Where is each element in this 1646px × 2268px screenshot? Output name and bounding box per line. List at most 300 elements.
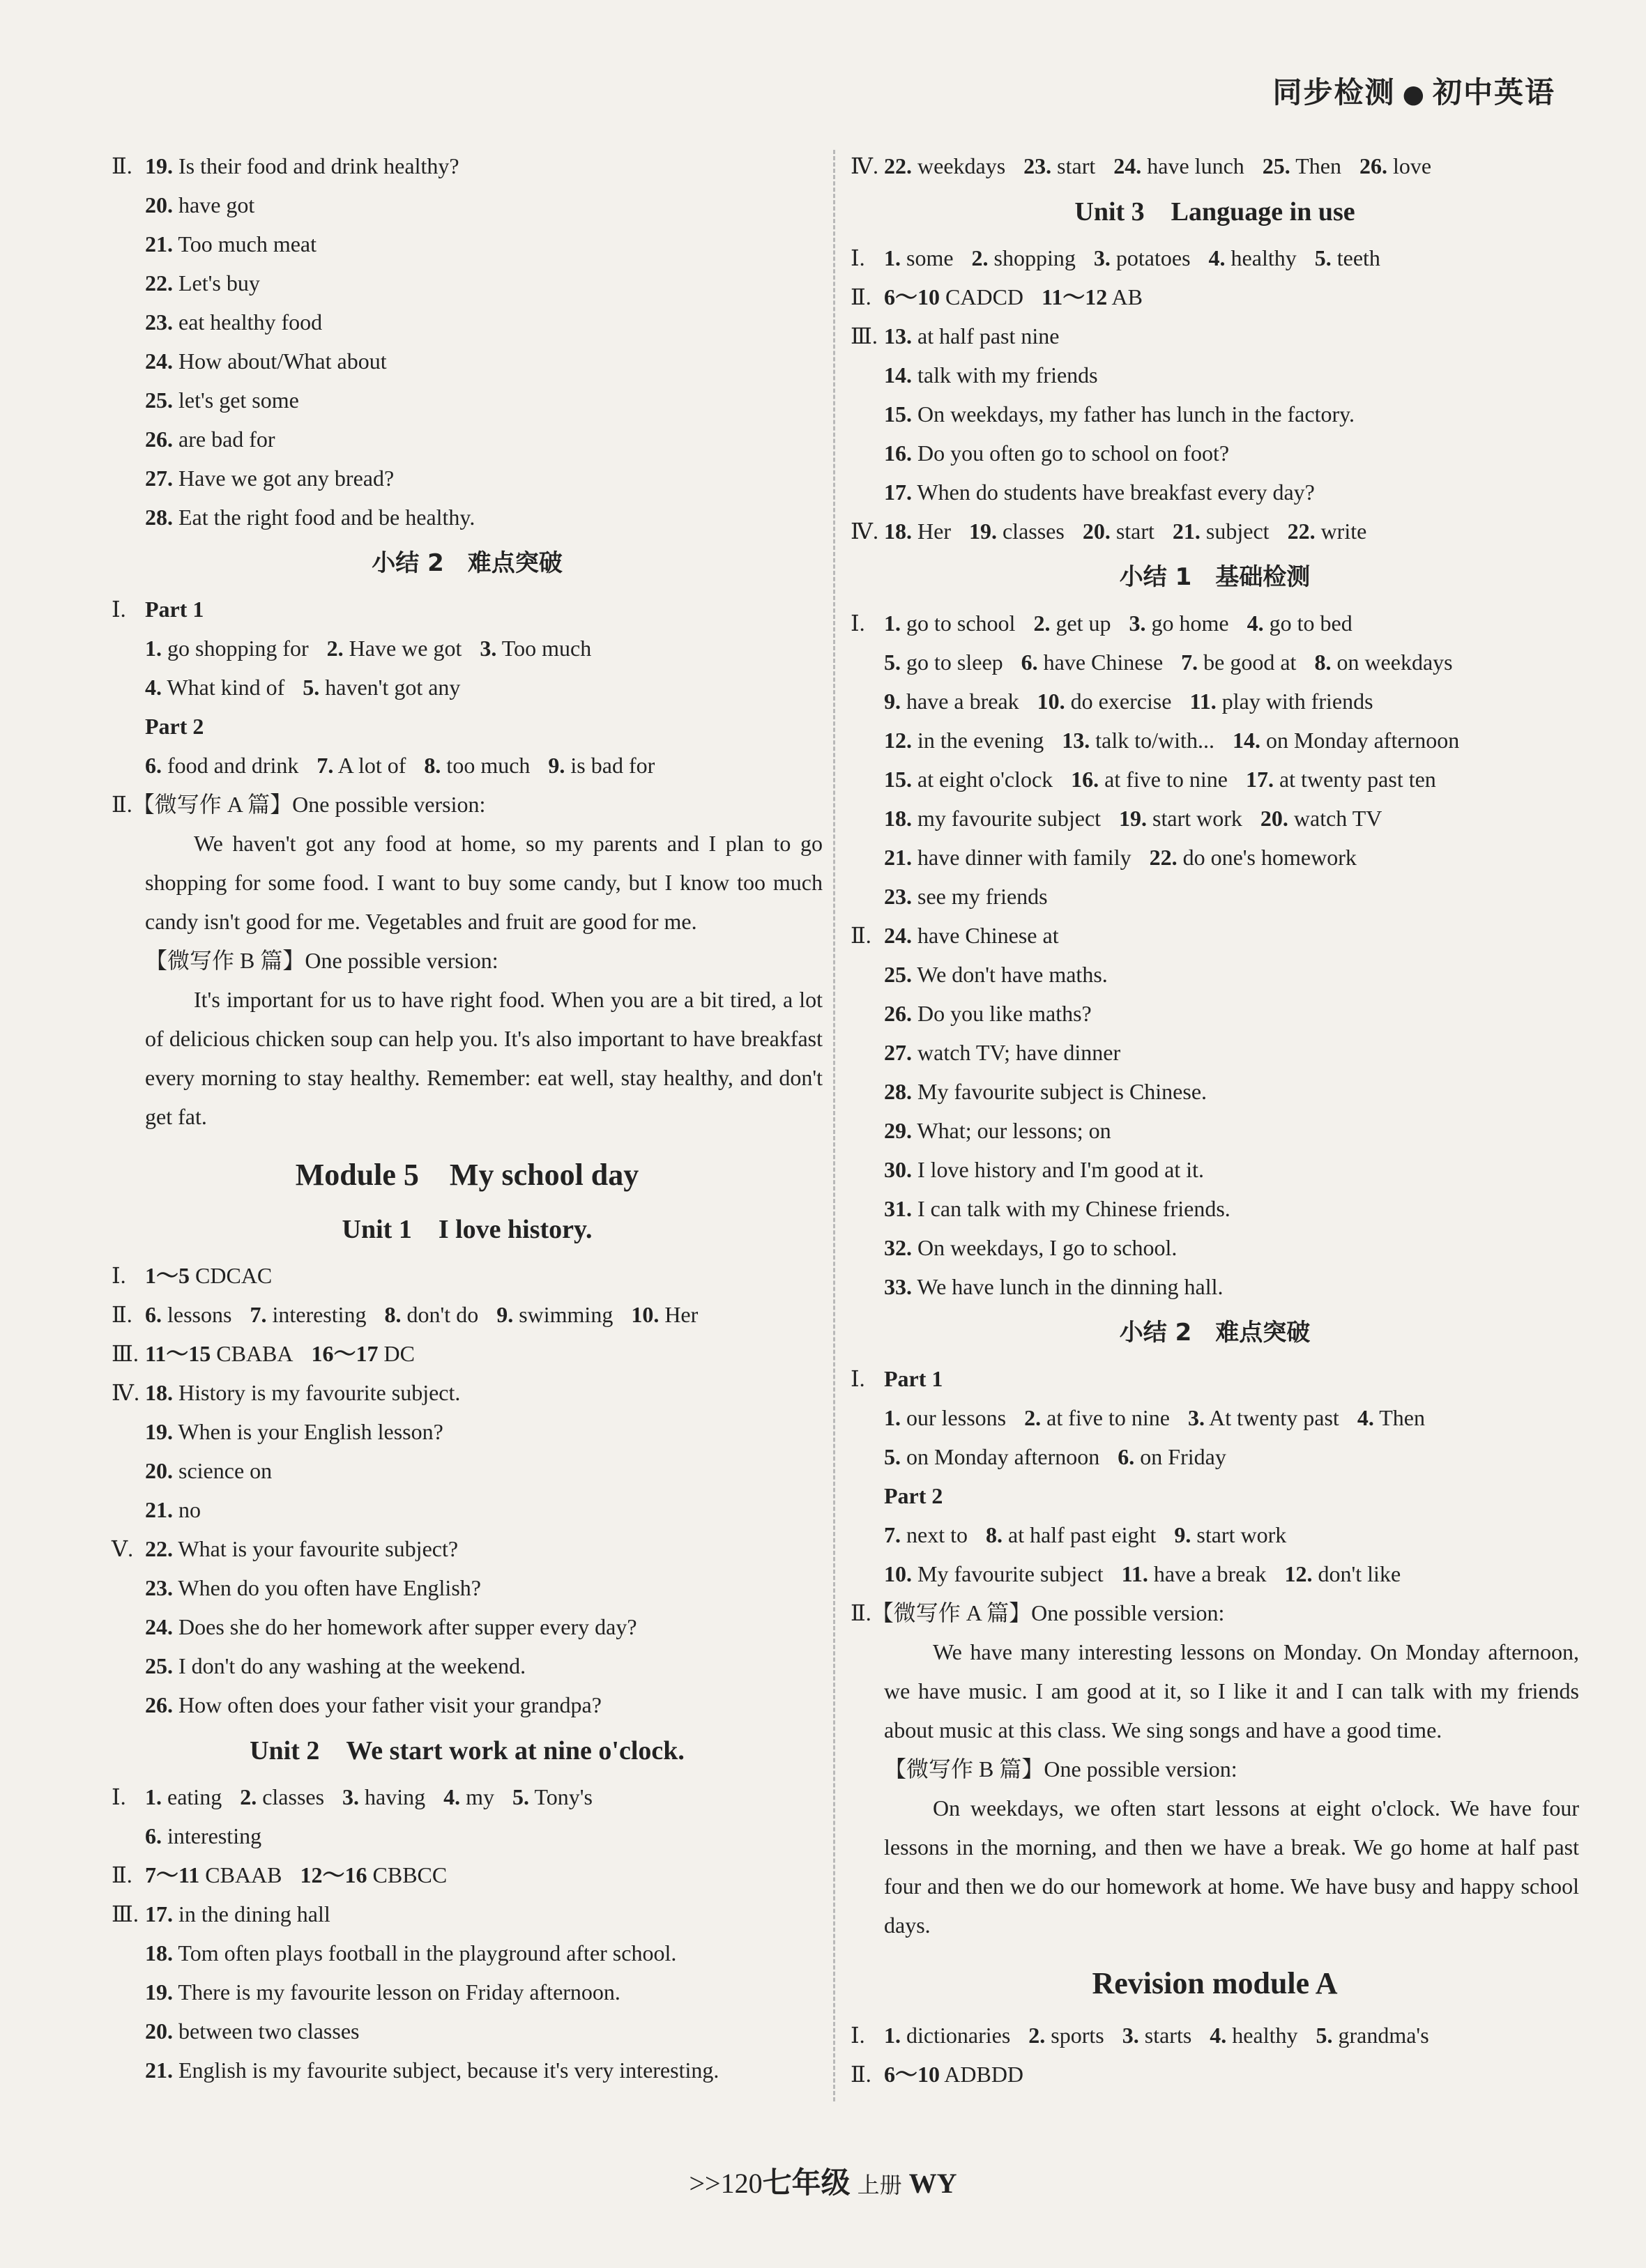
answer-line xyxy=(851,2055,1579,2094)
item-number: 21. xyxy=(145,1497,173,1522)
item-number: 4. xyxy=(1357,1405,1374,1430)
answer-text: teeth xyxy=(1331,245,1380,270)
answer-line xyxy=(851,146,1579,185)
part-label: Part 2 xyxy=(145,714,204,739)
item-number: 8. xyxy=(424,753,441,778)
writing-paragraph: We have many interesting lessons on Monday. On Monday afternoon, we have music. I am good at it, so I like it and I can talk with my friends about music at this class. We sing songs and have a good time. xyxy=(884,1639,1579,1742)
answer-text: start work xyxy=(1191,1522,1287,1547)
answer-text: eating xyxy=(162,1784,222,1809)
answer-text: CDCAC xyxy=(190,1263,273,1288)
answer-line xyxy=(851,721,1579,760)
roman-numeral: Ⅳ. xyxy=(851,519,878,544)
answer-text: have a break xyxy=(1148,1561,1267,1586)
answer-text: on Friday xyxy=(1134,1444,1226,1469)
section-title: 小结 2 难点突破 xyxy=(372,549,563,577)
item-number: 26. xyxy=(884,1001,912,1026)
answer-text: When do you often have English? xyxy=(173,1575,481,1600)
unit-title: Unit 2 We start work at nine o'clock. xyxy=(250,1736,685,1765)
answer-text: love xyxy=(1387,153,1432,178)
answer-line xyxy=(112,381,823,420)
item-number: 15. xyxy=(884,767,912,792)
section-title: 小结 1 基础检测 xyxy=(1119,563,1311,591)
item-number: 6. xyxy=(145,1823,162,1848)
answer-text: go to bed xyxy=(1263,611,1352,636)
item-number: 7. xyxy=(250,1302,267,1327)
item-number: 16. xyxy=(884,440,912,466)
answer-text: at five to nine xyxy=(1041,1405,1170,1430)
answer-text: CBAAB xyxy=(199,1862,282,1887)
item-number: 6～10 xyxy=(884,284,940,309)
answer-text: What; our lessons; on xyxy=(912,1118,1111,1143)
answer-text: interesting xyxy=(266,1302,367,1327)
item-number: 8. xyxy=(384,1302,402,1327)
answer-text: weekdays xyxy=(912,153,1006,178)
answer-line xyxy=(112,668,823,707)
answer-text: start work xyxy=(1147,806,1242,831)
answer-text: sports xyxy=(1045,2023,1104,2048)
answer-text: Tony's xyxy=(529,1784,593,1809)
item-number: 5. xyxy=(1314,245,1332,270)
answer-text: have dinner with family xyxy=(912,845,1131,870)
answer-text: On weekdays, I go to school. xyxy=(912,1235,1178,1260)
answer-text: English is my favourite subject, because it's very interesting. xyxy=(173,2058,719,2083)
answer-line xyxy=(851,799,1579,838)
answer-line xyxy=(851,1437,1579,1476)
roman-numeral: Ⅴ. xyxy=(112,1536,134,1561)
answer-text: potatoes xyxy=(1110,245,1191,270)
answer-text: healthy xyxy=(1226,2023,1298,2048)
answer-line xyxy=(112,1490,823,1529)
answer-text: have Chinese at xyxy=(912,923,1059,948)
item-number: 18. xyxy=(884,806,912,831)
answer-line xyxy=(851,355,1579,394)
answer-line xyxy=(851,434,1579,473)
header-subject: 初中英语 xyxy=(1432,75,1555,109)
answer-text: don't like xyxy=(1312,1561,1401,1586)
item-number: 4. xyxy=(145,675,162,700)
item-number: 6～10 xyxy=(884,2062,940,2087)
answer-text: DC xyxy=(378,1341,415,1366)
answer-line xyxy=(112,1451,823,1490)
answer-text: swimming xyxy=(513,1302,614,1327)
writing-label: Ⅱ.【微写作 A 篇】One possible version: xyxy=(112,792,486,817)
answer-text: CBBCC xyxy=(367,1862,448,1887)
answer-text: classes xyxy=(257,1784,325,1809)
roman-numeral: Ⅲ. xyxy=(851,323,878,348)
answer-text: Her xyxy=(659,1302,699,1327)
item-number: 25. xyxy=(884,962,912,987)
answer-block xyxy=(112,146,823,537)
item-number: 20. xyxy=(1082,519,1111,544)
item-number: 19. xyxy=(968,519,997,544)
item-number: 15. xyxy=(884,401,912,427)
answer-text: I can talk with my Chinese friends. xyxy=(912,1196,1230,1221)
answer-text: next to xyxy=(901,1522,968,1547)
item-number: 31. xyxy=(884,1196,912,1221)
item-number: 30. xyxy=(884,1157,912,1182)
header-brand xyxy=(1273,70,1555,112)
writing-paragraph: On weekdays, we often start lessons at eight o'clock. We have four lessons in the morning, and then we have a break. We go home at half past four and then we do our homework at home. We have busy and happy school days. xyxy=(884,1795,1579,1938)
answer-line xyxy=(851,316,1579,355)
roman-numeral: Ⅳ. xyxy=(112,1380,139,1405)
item-number: 13. xyxy=(884,323,912,348)
answer-line xyxy=(851,1228,1579,1267)
answer-line xyxy=(112,498,823,537)
item-number: 23. xyxy=(884,884,912,909)
answer-line xyxy=(112,420,823,459)
answer-text: are bad for xyxy=(173,427,275,452)
item-number: 1. xyxy=(884,1405,901,1430)
answer-text: do exercise xyxy=(1065,689,1172,714)
item-number: 23. xyxy=(145,1575,173,1600)
answer-text: Have we got xyxy=(343,636,462,661)
answer-line xyxy=(851,1072,1579,1111)
answer-line xyxy=(112,302,823,342)
answer-line xyxy=(851,1033,1579,1072)
answer-text: At twenty past xyxy=(1204,1405,1339,1430)
item-number: 10. xyxy=(1037,689,1065,714)
answer-line xyxy=(112,2051,823,2090)
item-number: 3. xyxy=(1129,611,1146,636)
item-number: 4. xyxy=(1210,2023,1227,2048)
roman-numeral: Ⅱ. xyxy=(112,1302,132,1327)
item-number: 6. xyxy=(145,753,162,778)
item-number: 29. xyxy=(884,1118,912,1143)
answer-line xyxy=(112,224,823,263)
answer-text: CBABA xyxy=(211,1341,294,1366)
roman-numeral: Ⅱ. xyxy=(112,153,132,178)
answer-text: When is your English lesson? xyxy=(173,1419,443,1444)
answer-text: see my friends xyxy=(912,884,1048,909)
roman-numeral: Ⅱ. xyxy=(851,923,871,948)
answer-text: eat healthy food xyxy=(173,309,323,335)
roman-numeral: Ⅱ. xyxy=(851,2062,871,2087)
answer-text: don't do xyxy=(401,1302,479,1327)
item-number: 1. xyxy=(145,1784,162,1809)
item-number: 9. xyxy=(496,1302,514,1327)
answer-text: lessons xyxy=(162,1302,232,1327)
page-footer xyxy=(0,2160,1646,2202)
answer-text: When do students have breakfast every day? xyxy=(912,480,1315,505)
answer-text: go to sleep xyxy=(901,650,1003,675)
section-title: 小结 2 难点突破 xyxy=(1119,1319,1311,1347)
answer-block xyxy=(112,1529,823,1724)
unit-title: Unit 3 Language in use xyxy=(1074,197,1355,227)
item-number: 21. xyxy=(145,2058,173,2083)
bulb-icon: ● xyxy=(1402,80,1426,109)
item-number: 9. xyxy=(1174,1522,1191,1547)
roman-numeral: Ⅰ. xyxy=(851,611,865,636)
answer-text: in the dining hall xyxy=(173,1901,330,1926)
item-number: 10. xyxy=(631,1302,660,1327)
answer-text: Too much meat xyxy=(173,231,317,256)
answer-text: at half past nine xyxy=(912,323,1060,348)
answer-line xyxy=(112,1816,823,1855)
roman-numeral: Ⅰ. xyxy=(851,2023,865,2048)
item-number: 28. xyxy=(884,1079,912,1104)
module-title: Module 5 My school day xyxy=(295,1158,639,1192)
item-number: 6. xyxy=(1118,1444,1135,1469)
answer-text: no xyxy=(173,1497,201,1522)
item-number: 23. xyxy=(145,309,173,335)
answer-text: interesting xyxy=(162,1823,262,1848)
answer-line xyxy=(112,1933,823,1972)
answer-text: healthy xyxy=(1225,245,1297,270)
answer-line xyxy=(112,1646,823,1685)
answer-text: on Monday afternoon xyxy=(901,1444,1100,1469)
answer-text: at five to nine xyxy=(1099,767,1228,792)
answer-text: watch TV; have dinner xyxy=(912,1040,1121,1065)
item-number: 17. xyxy=(884,480,912,505)
item-number: 5. xyxy=(884,1444,901,1469)
item-number: 1. xyxy=(884,245,901,270)
answer-text: start xyxy=(1110,519,1155,544)
roman-numeral: Ⅰ. xyxy=(112,1784,126,1809)
item-number: 10. xyxy=(884,1561,912,1586)
right-column xyxy=(851,146,1579,2094)
item-number: 24. xyxy=(145,348,173,374)
item-number: 7. xyxy=(884,1522,901,1547)
answer-text: AB xyxy=(1107,284,1143,309)
answer-block xyxy=(112,1894,823,2090)
answer-text: ADBDD xyxy=(940,2062,1024,2087)
answer-line xyxy=(851,643,1579,682)
answer-line xyxy=(112,1855,823,1894)
answer-line xyxy=(112,1607,823,1646)
item-number: 22. xyxy=(145,270,173,296)
answer-line xyxy=(112,263,823,302)
item-number: 5. xyxy=(512,1784,530,1809)
answer-line xyxy=(112,1373,823,1412)
answer-text: shopping xyxy=(988,245,1076,270)
answer-text: have got xyxy=(173,192,255,217)
answer-text: do one's homework xyxy=(1177,845,1357,870)
unit-title: Unit 1 I love history. xyxy=(342,1215,593,1244)
item-number: 27. xyxy=(145,466,173,491)
answer-line xyxy=(851,877,1579,916)
answer-line xyxy=(112,1568,823,1607)
item-number: 1. xyxy=(884,2023,901,2048)
item-number: 5. xyxy=(1316,2023,1333,2048)
item-number: 3. xyxy=(342,1784,360,1809)
roman-numeral: Ⅰ. xyxy=(851,245,865,270)
item-number: 17. xyxy=(1245,767,1274,792)
item-number: 16～17 xyxy=(311,1341,379,1366)
answer-text: at twenty past ten xyxy=(1273,767,1436,792)
grade-label: 七年级 xyxy=(762,2166,851,2200)
answer-text: What is your favourite subject? xyxy=(173,1536,459,1561)
answer-text: at half past eight xyxy=(1002,1522,1157,1547)
item-number: 5. xyxy=(884,650,901,675)
answer-line: Ⅰ. Part 1 xyxy=(851,1366,943,1391)
answer-text: have lunch xyxy=(1141,153,1244,178)
writing-paragraph: It's important for us to have right food. When you are a bit tired, a lot of delicious chicken soup can help you. It's also important to have breakfast every morning to stay healthy. Remember: eat well, stay healthy, and don't get fat. xyxy=(145,987,823,1129)
answer-text: science on xyxy=(173,1458,273,1483)
answer-line xyxy=(112,1894,823,1933)
answer-text: My favourite subject xyxy=(912,1561,1104,1586)
answer-text: having xyxy=(359,1784,426,1809)
item-number: 22. xyxy=(145,1536,173,1561)
item-number: 18. xyxy=(884,519,912,544)
answer-text: be good at xyxy=(1198,650,1297,675)
answer-text: my favourite subject xyxy=(912,806,1102,831)
item-number: 5. xyxy=(303,675,320,700)
left-column xyxy=(112,146,823,2090)
item-number: 21. xyxy=(884,845,912,870)
answer-line xyxy=(112,1972,823,2012)
item-number: 27. xyxy=(884,1040,912,1065)
item-number: 22. xyxy=(1287,519,1316,544)
roman-numeral: Ⅱ. xyxy=(851,284,871,309)
item-number: 2. xyxy=(240,1784,257,1809)
item-number: 22. xyxy=(1149,845,1178,870)
item-number: 12～16 xyxy=(300,1862,367,1887)
answer-line xyxy=(851,277,1579,316)
item-number: 24. xyxy=(1113,153,1142,178)
writing-label: 【微写作 B 篇】One possible version: xyxy=(145,948,498,973)
item-number: 26. xyxy=(145,1692,173,1717)
item-number: 7. xyxy=(317,753,334,778)
answer-text: get up xyxy=(1050,611,1111,636)
answer-line xyxy=(851,682,1579,721)
answer-line xyxy=(851,1515,1579,1554)
answer-line xyxy=(112,746,823,785)
answer-line xyxy=(851,238,1579,277)
item-number: 14. xyxy=(1232,728,1260,753)
item-number: 2. xyxy=(326,636,344,661)
answer-text: at eight o'clock xyxy=(912,767,1053,792)
answer-text: on weekdays xyxy=(1331,650,1453,675)
item-number: 19. xyxy=(1119,806,1148,831)
answer-text: food and drink xyxy=(162,753,299,778)
item-number: 8. xyxy=(1314,650,1332,675)
answer-text: There is my favourite lesson on Friday afternoon. xyxy=(173,1979,620,2005)
edition-code: WY xyxy=(908,2168,957,2199)
item-number: 11. xyxy=(1189,689,1217,714)
answer-text: some xyxy=(901,245,954,270)
answer-text: is bad for xyxy=(565,753,655,778)
answer-line xyxy=(112,185,823,224)
item-number: 2. xyxy=(1024,1405,1042,1430)
item-number: 11～12 xyxy=(1042,284,1108,309)
item-number: 4. xyxy=(1208,245,1226,270)
answer-line xyxy=(851,512,1579,551)
item-number: 22. xyxy=(884,153,912,178)
answer-text: dictionaries xyxy=(901,2023,1011,2048)
item-number: 1. xyxy=(145,636,162,661)
column-divider xyxy=(833,150,835,2101)
answer-line xyxy=(112,1412,823,1451)
answer-block xyxy=(112,1373,823,1529)
answer-text: History is my favourite subject. xyxy=(173,1380,461,1405)
item-number: 4. xyxy=(1247,611,1264,636)
answer-text: Have we got any bread? xyxy=(173,466,395,491)
answer-line xyxy=(851,473,1579,512)
answer-text: CADCD xyxy=(940,284,1024,309)
item-number: 1. xyxy=(884,611,901,636)
roman-numeral: Ⅲ. xyxy=(112,1341,139,1366)
item-number: 7. xyxy=(1181,650,1198,675)
answer-text: My favourite subject is Chinese. xyxy=(912,1079,1207,1104)
item-number: 6. xyxy=(145,1302,162,1327)
answer-text: We don't have maths. xyxy=(912,962,1108,987)
answer-text: Let's buy xyxy=(173,270,260,296)
answer-line xyxy=(112,459,823,498)
item-number: 2. xyxy=(971,245,989,270)
answer-text: write xyxy=(1315,519,1367,544)
part-label: Part 2 xyxy=(884,1483,943,1508)
item-number: 25. xyxy=(145,1653,173,1678)
answer-text: Is their food and drink healthy? xyxy=(173,153,459,178)
answer-text: talk to/with... xyxy=(1090,728,1214,753)
item-number: 11. xyxy=(1121,1561,1148,1586)
item-number: 8. xyxy=(985,1522,1003,1547)
answer-line xyxy=(112,1685,823,1724)
answer-text: On weekdays, my father has lunch in the factory. xyxy=(912,401,1355,427)
answer-text: go home xyxy=(1145,611,1229,636)
answer-line xyxy=(851,760,1579,799)
answer-text: What kind of xyxy=(162,675,285,700)
answer-text: Then xyxy=(1290,153,1341,178)
item-number: 19. xyxy=(145,153,173,178)
item-number: 20. xyxy=(1260,806,1288,831)
answer-block xyxy=(851,604,1579,916)
answer-line xyxy=(112,1529,823,1568)
answer-line xyxy=(112,342,823,381)
answer-line xyxy=(851,1398,1579,1437)
item-number: 11～15 xyxy=(145,1341,211,1366)
item-number: 23. xyxy=(1023,153,1052,178)
item-number: 19. xyxy=(145,1419,173,1444)
answer-line xyxy=(851,1150,1579,1189)
roman-numeral: Ⅰ. xyxy=(112,1263,126,1288)
answer-text: Too much xyxy=(496,636,592,661)
answer-line xyxy=(112,1256,823,1295)
answer-text: Do you like maths? xyxy=(912,1001,1092,1026)
item-number: 25. xyxy=(1262,153,1290,178)
item-number: 20. xyxy=(145,192,173,217)
footer-arrow: >> xyxy=(689,2168,721,2199)
answer-text: my xyxy=(460,1784,495,1809)
answer-line xyxy=(851,394,1579,434)
answer-line xyxy=(851,955,1579,994)
item-number: 21. xyxy=(145,231,173,256)
answer-line xyxy=(112,1295,823,1334)
answer-text: I love history and I'm good at it. xyxy=(912,1157,1205,1182)
item-number: 16. xyxy=(1071,767,1099,792)
answer-text: have a break xyxy=(901,689,1019,714)
answer-text: Does she do her homework after supper every day? xyxy=(173,1614,637,1639)
item-number: 13. xyxy=(1062,728,1090,753)
answer-line xyxy=(851,1267,1579,1306)
answer-text: classes xyxy=(996,519,1065,544)
module-title: Revision module A xyxy=(1092,1966,1338,2000)
answer-text: Her xyxy=(912,519,951,544)
answer-text: our lessons xyxy=(901,1405,1007,1430)
answer-text: play with friends xyxy=(1216,689,1373,714)
item-number: 1～5 xyxy=(145,1263,190,1288)
item-number: 12. xyxy=(884,728,912,753)
item-number: 12. xyxy=(1284,1561,1313,1586)
answer-text: let's get some xyxy=(173,388,299,413)
answer-line xyxy=(112,146,823,185)
answer-text: on Monday afternoon xyxy=(1260,728,1460,753)
writing-label: 【微写作 B 篇】One possible version: xyxy=(884,1756,1237,1782)
answer-text: Then xyxy=(1373,1405,1425,1430)
answer-text: Do you often go to school on foot? xyxy=(912,440,1230,466)
answer-text: start xyxy=(1051,153,1096,178)
answer-text: grandma's xyxy=(1332,2023,1429,2048)
